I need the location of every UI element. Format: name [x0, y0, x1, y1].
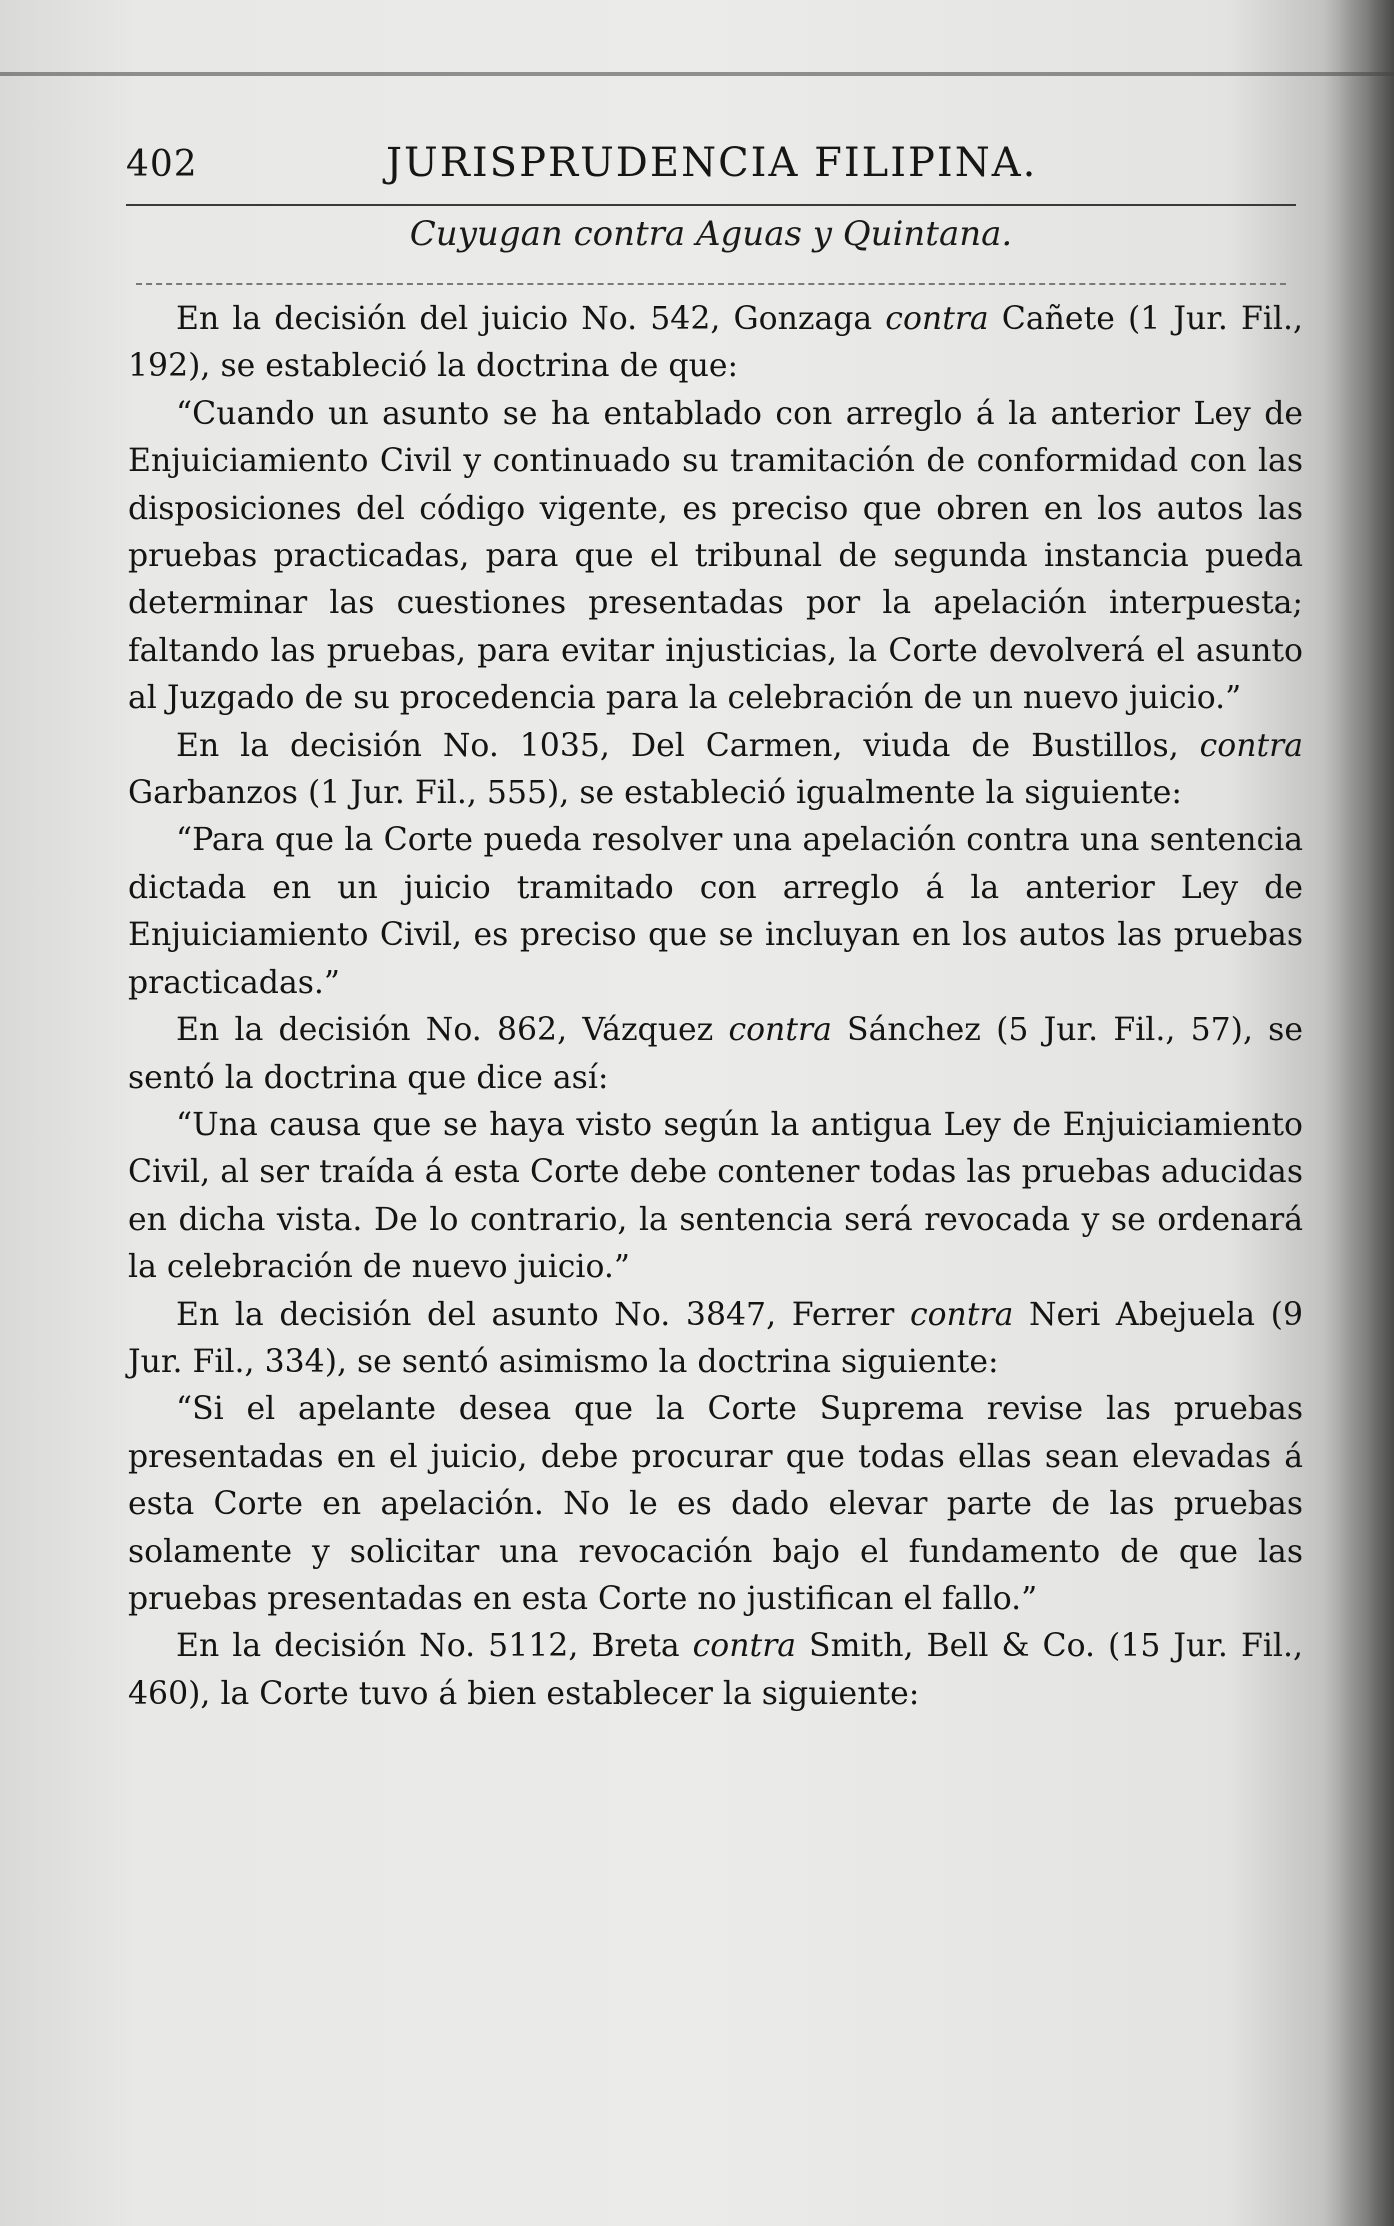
paragraph-9: En la decisión No. 5112, Breta contra Smith, Bell & Co. (15 Jur. Fil., 460), la Corte tuvo á bien establecer la siguiente: — [128, 1628, 1303, 1712]
top-edge-line — [0, 72, 1394, 76]
paragraph-3: En la decisión No. 1035, Del Carmen, viuda de Bustillos, contra Garbanzos (1 Jur. Fil., 555), se estableció igualmente la siguiente: — [128, 727, 1303, 812]
case-caption-contra: contra — [573, 214, 686, 254]
paragraph-2-quote: “Cuando un asunto se ha entablado con arreglo á la anterior Ley de Enjuiciamiento Civil y continuado su tramitación de conformidad con las disposiciones del código vigente, es preciso que obren en los autos las pruebas practicadas, para que el tribunal de segunda instancia pueda determinar las cuestiones presentadas por la apelación interpuesta; faltando las pruebas, para evitar injusticias, la Corte devolverá el asunto al Juzgado de su procedencia para la celebración de un nuevo juicio.” — [128, 395, 1303, 717]
paragraph-5: En la decisión No. 862, Vázquez contra Sánchez (5 Jur. Fil., 57), se sentó la doctrina que dice así: — [128, 1012, 1303, 1096]
page-number: 402 — [126, 144, 198, 185]
case-caption-party-1: Cuyugan — [409, 214, 563, 254]
case-caption-party-2: Aguas y Quintana. — [695, 214, 1013, 254]
paragraph-6-quote: “Una causa que se haya visto según la antigua Ley de Enjuiciamiento Civil, al ser traída á esta Corte debe contener todas las pruebas aducidas en dicha vista. De lo contrario, la sentencia será revocada y se ordenará la celebración de nuevo juicio.” — [128, 1106, 1303, 1286]
paragraph-7: En la decisión del asunto No. 3847, Ferrer contra Neri Abejuela (9 Jur. Fil., 334), se sentó asimismo la doctrina siguiente: — [128, 1296, 1303, 1380]
page-header — [126, 140, 1296, 196]
case-caption — [126, 214, 1296, 254]
paragraph-4-quote: “Para que la Corte pueda resolver una apelación contra una sentencia dictada en un juicio tramitado con arreglo á la anterior Ley de Enjuiciamiento Civil, es preciso que se incluyan en los autos las pruebas practicadas.” — [128, 822, 1303, 1001]
paragraph-1: En la decisión del juicio No. 542, Gonzaga contra Cañete (1 Jur. Fil., 192), se estableció la doctrina de que: — [128, 301, 1303, 385]
running-title: JURISPRUDENCIA FILIPINA. — [386, 140, 1038, 186]
caption-rule — [136, 283, 1286, 285]
paragraph-8-quote: “Si el apelante desea que la Corte Suprema revise las pruebas presentadas en el juicio, debe procurar que todas ellas sean elevadas á esta Corte en apelación. No le es dado elevar parte de las pruebas solamente y solicitar una revocación bajo el fundamento de que las pruebas presentadas en esta Corte no justifican el fallo.” — [128, 1391, 1303, 1617]
header-rule — [126, 204, 1296, 206]
body-text — [128, 296, 1303, 1718]
